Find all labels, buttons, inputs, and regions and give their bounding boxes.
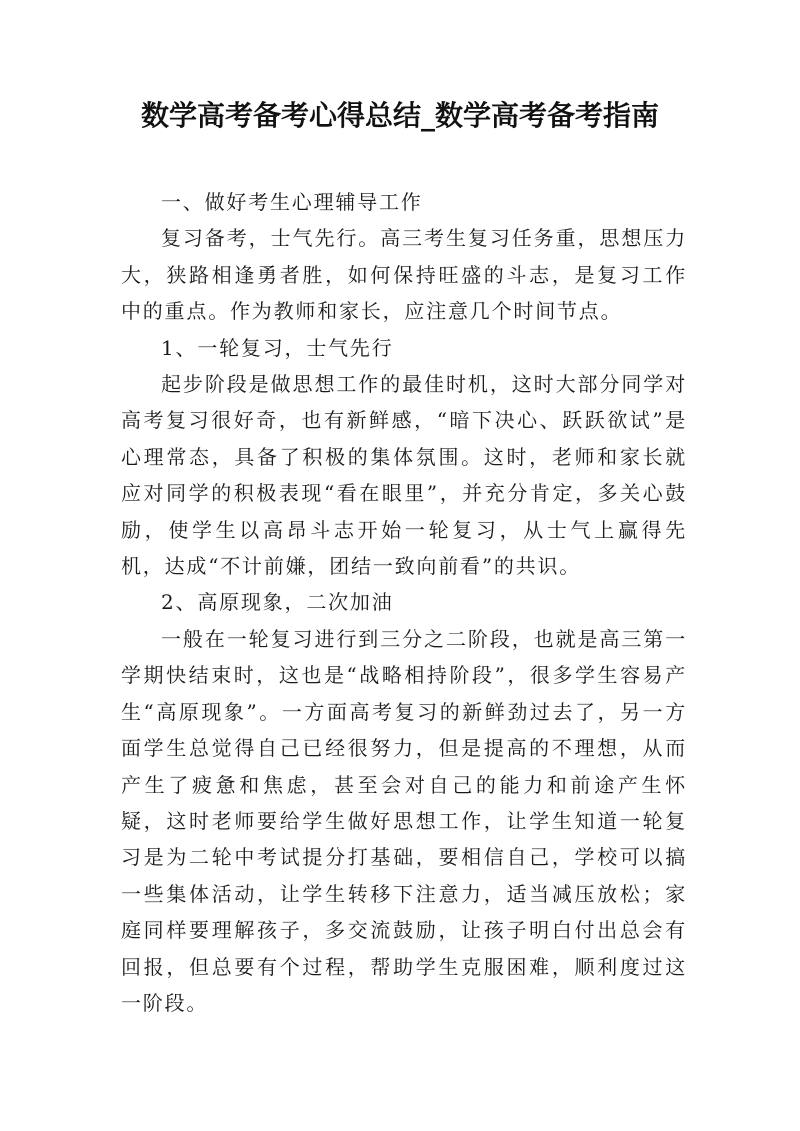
first-round-paragraph: 起步阶段是做思想工作的最佳时机，这时大部分同学对高考复习很好奇，也有新鲜感，“暗下决心、跃跃欲试”是心理常态，具备了积极的集体氛围。这时，老师和家长就应对同学的积极表现“看在眼里”，并充分肯定，多关心鼓励，使学生以高昂斗志开始一轮复习，从士气上赢得先机，达成“不计前嫌，团结一致向前看”的共识。 — [121, 372, 687, 579]
subheading-plateau: 2、高原现象，二次加油 — [161, 590, 394, 615]
intro-paragraph: 复习备考，士气先行。高三考生复习任务重，思想压力大，狭路相逢勇者胜，如何保持旺盛的斗志，是复习工作中的重点。作为教师和家长，应注意几个时间节点。 — [121, 226, 687, 324]
subheading-first-round: 1、一轮复习，士气先行 — [161, 335, 394, 360]
section-heading: 一、做好考生心理辅导工作 — [161, 190, 423, 214]
document-title: 数学高考备考心得总结_数学高考备考指南 — [140, 99, 659, 132]
plateau-paragraph: 一般在一轮复习进行到三分之二阶段，也就是高三第一学期快结束时，这也是“战略相持阶段”，很多学生容易产生“高原现象”。一方面高考复习的新鲜劲过去了，另一方面学生总觉得自己已经很努力，但是提高的不理想，从而产生了疲惫和焦虑，甚至会对自己的能力和前途产生怀疑，这时老师要给学生做好思想工作，让学生知道一轮复习是为二轮中考试提分打基础，要相信自己，学校可以搞一些集体活动，让学生转移下注意力，适当减压放松；家庭同样要理解孩子，多交流鼓励，让孩子明白付出总会有回报，但总要有个过程，帮助学生克服困难，顺利度过这一阶段。 — [121, 626, 687, 1015]
document-body — [121, 184, 687, 1021]
